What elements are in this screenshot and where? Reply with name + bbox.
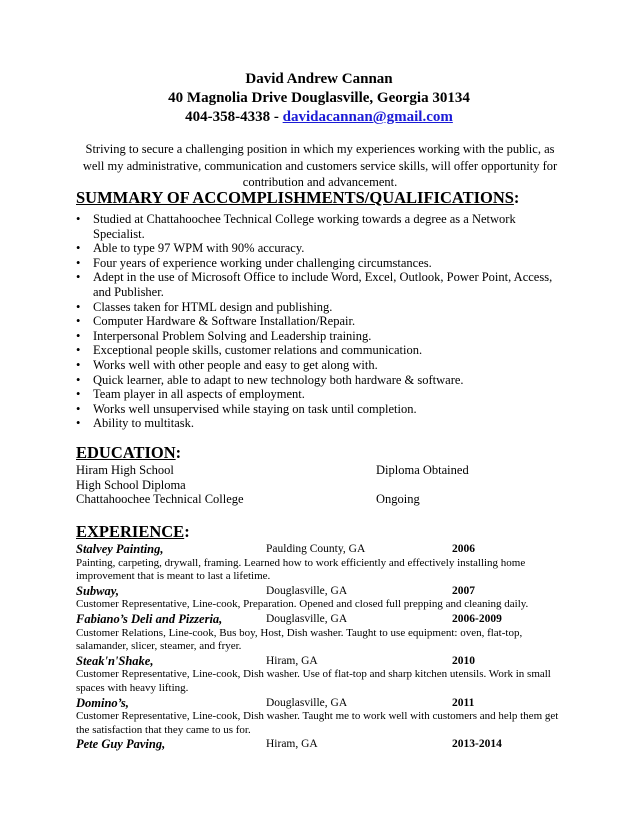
objective-statement: Striving to secure a challenging position in which my experiences working with the public, as well my administrative, communication and customers service skills, will offer opportunity for contribution and advancement. [82, 142, 558, 189]
job-year: 2013-2014 [452, 738, 502, 751]
education-row [76, 478, 566, 493]
job-employer: Stalvey Painting, [76, 542, 164, 556]
job-header [76, 696, 568, 711]
education-row [76, 492, 566, 507]
summary-item-text: Ability to multitask. [93, 416, 195, 431]
summary-item-text: Quick learner, able to adapt to new technology both hardware & software. [93, 372, 464, 387]
job-location: Douglasville, GA [266, 584, 348, 597]
job-year: 2011 [452, 696, 475, 709]
summary-item-text: Works well with other people and easy to get along with. [93, 357, 378, 372]
summary-item-text: Works well unsupervised while staying on task until completion. [93, 401, 417, 416]
summary-item [76, 241, 566, 256]
summary-item-text: Interpersonal Problem Solving and Leadership training. [93, 328, 372, 343]
summary-item-text: Four years of experience working under challenging circumstances. [93, 255, 432, 270]
education-list [76, 463, 566, 507]
bullet-icon: • [76, 401, 81, 416]
bullet-icon: • [76, 416, 81, 431]
job-description: Customer Representative, Line-cook, Dish washer. Use of flat-top and sharp kitchen utensils. Work in small spaces with heavy lifting. [76, 668, 551, 694]
summary-item-text: Able to type 97 WPM with 90% accuracy. [93, 241, 305, 256]
summary-heading: SUMMARY OF ACCOMPLISHMENTS/QUALIFICATIONS: [76, 188, 520, 207]
experience-title: EXPERIENCE [76, 522, 185, 541]
summary-item [76, 387, 566, 402]
summary-item-text: Studied at Chattahoochee Technical College working towards a degree as a Network Specialist. [93, 212, 516, 241]
job-employer: Pete Guy Paving, [76, 737, 166, 752]
summary-item [76, 329, 566, 344]
summary-item [76, 358, 566, 373]
summary-item-text: Team player in all aspects of employment. [93, 387, 305, 402]
summary-item [76, 212, 566, 241]
job-entry [76, 584, 568, 612]
summary-item [76, 402, 566, 417]
candidate-address: 40 Magnolia Drive Douglasville, Georgia 30134 [168, 90, 470, 106]
job-entry [76, 696, 568, 738]
job-entry [76, 542, 568, 584]
experience-list [76, 542, 568, 752]
job-employer: Domino’s, [76, 695, 129, 710]
job-year: 2006-2009 [452, 612, 502, 625]
job-header [76, 542, 568, 557]
job-header [76, 737, 568, 752]
job-entry [76, 612, 568, 654]
summary-item [76, 373, 566, 388]
summary-title: SUMMARY OF ACCOMPLISHMENTS/QUALIFICATIONS [76, 188, 514, 207]
contact-line [0, 108, 638, 127]
bullet-icon: • [76, 372, 81, 387]
job-header [76, 654, 568, 669]
bullet-icon: • [76, 387, 81, 402]
job-location: Paulding County, GA [266, 543, 366, 555]
job-year: 2007 [452, 584, 475, 597]
bullet-icon: • [76, 270, 81, 285]
job-description: Customer Representative, Line-cook, Preparation. Opened and closed full prepping and cleaning daily. [76, 598, 529, 611]
summary-item [76, 343, 566, 358]
summary-item-text: Exceptional people skills, customer relations and communication. [93, 343, 423, 358]
experience-heading: EXPERIENCE: [76, 522, 190, 541]
job-year: 2010 [452, 654, 475, 667]
education-heading: EDUCATION: [76, 443, 182, 462]
education-status: Diploma Obtained [376, 463, 469, 477]
bullet-icon: • [76, 357, 81, 372]
job-header [76, 584, 568, 599]
education-title: EDUCATION [76, 443, 176, 462]
summary-item [76, 256, 566, 271]
job-description: Customer Representative, Line-cook, Dish washer. Taught me to work well with customers and help them get the satisfaction that they came to us for. [76, 710, 559, 736]
bullet-icon: • [76, 343, 81, 358]
candidate-name: David Andrew Cannan [245, 71, 393, 87]
bullet-icon: • [76, 212, 81, 226]
education-name: Hiram High School [76, 463, 174, 477]
job-employer: Subway, [76, 583, 119, 598]
summary-item [76, 314, 566, 329]
job-location: Hiram, GA [266, 654, 318, 667]
job-location: Hiram, GA [266, 738, 318, 751]
summary-item [76, 300, 566, 315]
education-name: High School Diploma [76, 477, 186, 492]
job-entry [76, 654, 568, 696]
bullet-icon: • [76, 314, 81, 329]
summary-item-text: Classes taken for HTML design and publishing. [93, 299, 333, 314]
education-status: Ongoing [376, 492, 420, 507]
summary-list [76, 212, 566, 431]
job-location: Douglasville, GA [266, 612, 348, 625]
job-employer: Steak'n'Shake, [76, 653, 154, 668]
summary-item-text: Computer Hardware & Software Installation/Repair. [93, 314, 356, 329]
summary-item [76, 270, 566, 299]
phone-number: 404-358-4338 - [185, 109, 283, 125]
summary-item-text: Adept in the use of Microsoft Office to include Word, Excel, Outlook, Power Point, Access, and Publisher. [93, 270, 553, 299]
job-description: Customer Relations, Line-cook, Bus boy, Host, Dish washer. Taught to use equipment: oven, flat-top, salamander, slicer, steamer, and fryer. [76, 626, 523, 653]
bullet-icon: • [76, 241, 81, 256]
job-year: 2006 [452, 543, 475, 555]
email-link[interactable]: davidacannan@gmail.com [282, 109, 453, 125]
job-entry [76, 737, 568, 752]
bullet-icon: • [76, 299, 81, 314]
job-header [76, 612, 568, 627]
education-name: Chattahoochee Technical College [76, 492, 244, 507]
education-row [76, 463, 566, 478]
resume-header [0, 70, 638, 127]
bullet-icon: • [76, 328, 81, 343]
job-employer: Fabiano’s Deli and Pizzeria, [76, 611, 223, 626]
summary-item [76, 416, 566, 431]
job-description: Painting, carpeting, drywall, framing. Learned how to work efficiently and effectively installing home improvement that is meant to last a lifetime. [76, 556, 526, 583]
bullet-icon: • [76, 255, 81, 270]
job-location: Douglasville, GA [266, 696, 348, 709]
